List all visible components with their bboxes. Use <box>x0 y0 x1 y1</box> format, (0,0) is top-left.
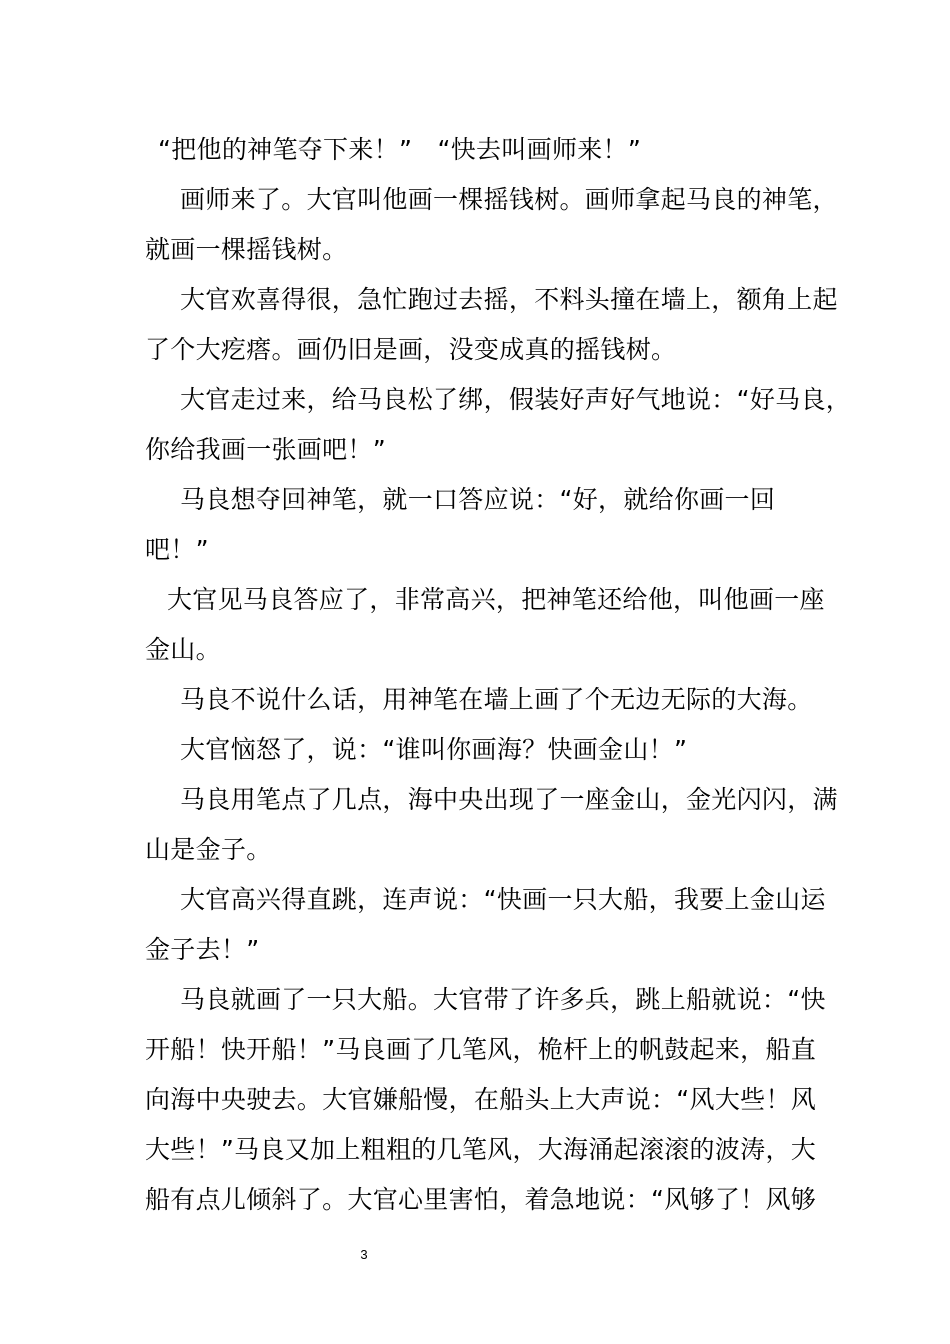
text-line: 金子去！” <box>145 935 260 964</box>
text-line: 大官走过来，给马良松了绑，假装好声好气地说：“好马良， <box>180 385 852 414</box>
text-line: 马良用笔点了几点，海中央出现了一座金山，金光闪闪，满 <box>180 785 838 814</box>
text-line: “把他的神笔夺下来！” “快去叫画师来！” <box>158 135 642 164</box>
text-line: 船有点儿倾斜了。大官心里害怕，着急地说：“风够了！风够 <box>145 1185 817 1214</box>
text-line: 马良就画了一只大船。大官带了许多兵，跳上船就说：“快 <box>180 985 826 1014</box>
text-line: 向海中央驶去。大官嫌船慢，在船头上大声说：“风大些！风 <box>145 1085 817 1114</box>
text-line: 就画一棵摇钱树。 <box>145 235 348 264</box>
text-line: 你给我画一张画吧！” <box>145 435 386 464</box>
text-line: 大官见马良答应了，非常高兴，把神笔还给他，叫他画一座 <box>167 585 825 614</box>
text-line: 了个大疙瘩。画仍旧是画，没变成真的摇钱树。 <box>145 335 677 364</box>
text-line: 大官高兴得直跳，连声说：“快画一只大船，我要上金山运 <box>180 885 826 914</box>
page-number: 3 <box>360 1247 368 1262</box>
text-line: 马良不说什么话，用神笔在墙上画了个无边无际的大海。 <box>180 685 813 714</box>
text-line: 山是金子。 <box>145 835 272 864</box>
text-line: 金山。 <box>145 635 221 664</box>
text-line: 大官恼怒了，说：“谁叫你画海？快画金山！” <box>180 735 688 764</box>
text-line: 开船！快开船！”马良画了几笔风，桅杆上的帆鼓起来，船直 <box>145 1035 817 1064</box>
text-line: 画师来了。大官叫他画一棵摇钱树。画师拿起马良的神笔， <box>180 185 838 214</box>
text-line: 马良想夺回神笔，就一口答应说：“好，就给你画一回 <box>180 485 776 514</box>
text-line: 大些！”马良又加上粗粗的几笔风，大海涌起滚滚的波涛，大 <box>145 1135 817 1164</box>
text-line: 吧！” <box>145 535 209 564</box>
text-line: 大官欢喜得很，急忙跑过去摇，不料头撞在墙上，额角上起 <box>180 285 838 314</box>
